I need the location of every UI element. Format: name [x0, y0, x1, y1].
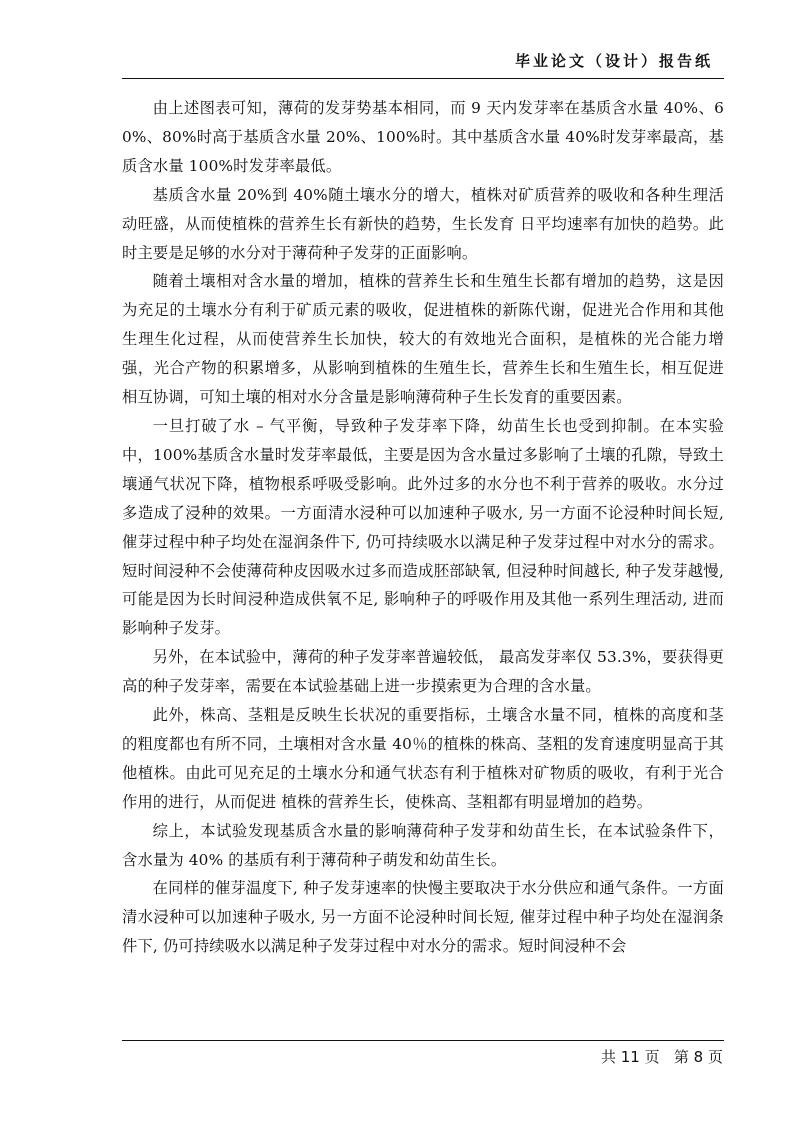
header-rule [122, 78, 724, 79]
paragraph: 另外，在本试验中，薄荷的种子发芽率普遍较低， 最高发芽率仅 53.3%，要获得更高的种子发芽率，需要在本试验基础上进一步摸索更为合理的含水量。 [122, 648, 724, 696]
footer-rule [122, 1040, 724, 1041]
page-number: 共 11 页 第 8 页 [600, 1048, 723, 1066]
body-text [122, 94, 724, 961]
paragraph: 基质含水量 20%到 40%随土壤水分的增大，植株对矿质营养的吸收和各种生理活动旺盛，从而使植株的营养生长有新快的趋势，生长发育 日平均速率有加快的趋势。此时主要是足够的水分对于薄荷种子发芽的正面影响。 [122, 185, 724, 262]
paragraph: 一旦打破了水 – 气平衡，导致种子发芽率下降，幼苗生长也受到抑制。在本实验中，100%基质含水量时发芽率最低，主要是因为含水量过多影响了土壤的孔隙，导致土壤通气状况下降，植物根系呼吸受影响。此外过多的水分也不利于营养的吸收。水分过多造成了浸种的效果。一方面清水浸种可以加速种子吸水, 另一方面不论浸种时间长短, 催芽过程中种子均处在湿润条件下, 仍可持续吸水以满足种子发芽过程中对水分的需求。短时间浸种不会使薄荷种皮因吸水过多而造成胚部缺氧, 但浸种时间越长, 种子发芽越慢, 可能是因为长时间浸种造成供氧不足, 影响种子的呼吸作用及其他一系列生理活动, 进而影响种子发芽。 [122, 416, 724, 638]
paragraph: 由上述图表可知，薄荷的发芽势基本相同，而 9 天内发芽率在基质含水量 40%、60%、80%时高于基质含水量 20%、100%时。其中基质含水量 40%时发芽率最高，基质含水量 100%时发芽率最低。 [122, 99, 724, 175]
paragraph: 此外，株高、茎粗是反映生长状况的重要指标，土壤含水量不同，植株的高度和茎的粗度都也有所不同，土壤相对含水量 40％的植株的株高、茎粗的发育速度明显高于其他植株。由此可见充足的土壤水分和通气状态有利于植株对矿物质的吸收，有利于光合作用的进行，从而促进 植株的营养生长，使株高、茎粗都有明显增加的趋势。 [122, 706, 724, 811]
paragraph: 随着土壤相对含水量的增加，植株的营养生长和生殖生长都有增加的趋势，这是因为充足的土壤水分有利于矿质元素的吸收，促进植株的新陈代谢，促进光合作用和其他生理生化过程，从而使营养生长加快，较大的有效地光合面积，是植株的光合能力增强，光合产物的积累增多，从影响到植株的生殖生长，营养生长和生殖生长，相互促进相互协调，可知土壤的相对水分含量是影响薄荷种子生长发育的重要因素。 [122, 272, 724, 407]
paragraph: 在同样的催芽温度下, 种子发芽速率的快慢主要取决于水分供应和通气条件。一方面清水浸种可以加速种子吸水, 另一方面不论浸种时间长短, 催芽过程中种子均处在湿润条件下, 仍可持续吸水以满足种子发芽过程中对水分的需求。短时间浸种不会 [122, 879, 724, 956]
paragraph: 综上，本试验发现基质含水量的影响薄荷种子发芽和幼苗生长，在本试验条件下，含水量为 40% 的基质有利于薄荷种子萌发和幼苗生长。 [122, 821, 724, 869]
header-title: 毕业论文（设计）报告纸 [514, 52, 713, 70]
